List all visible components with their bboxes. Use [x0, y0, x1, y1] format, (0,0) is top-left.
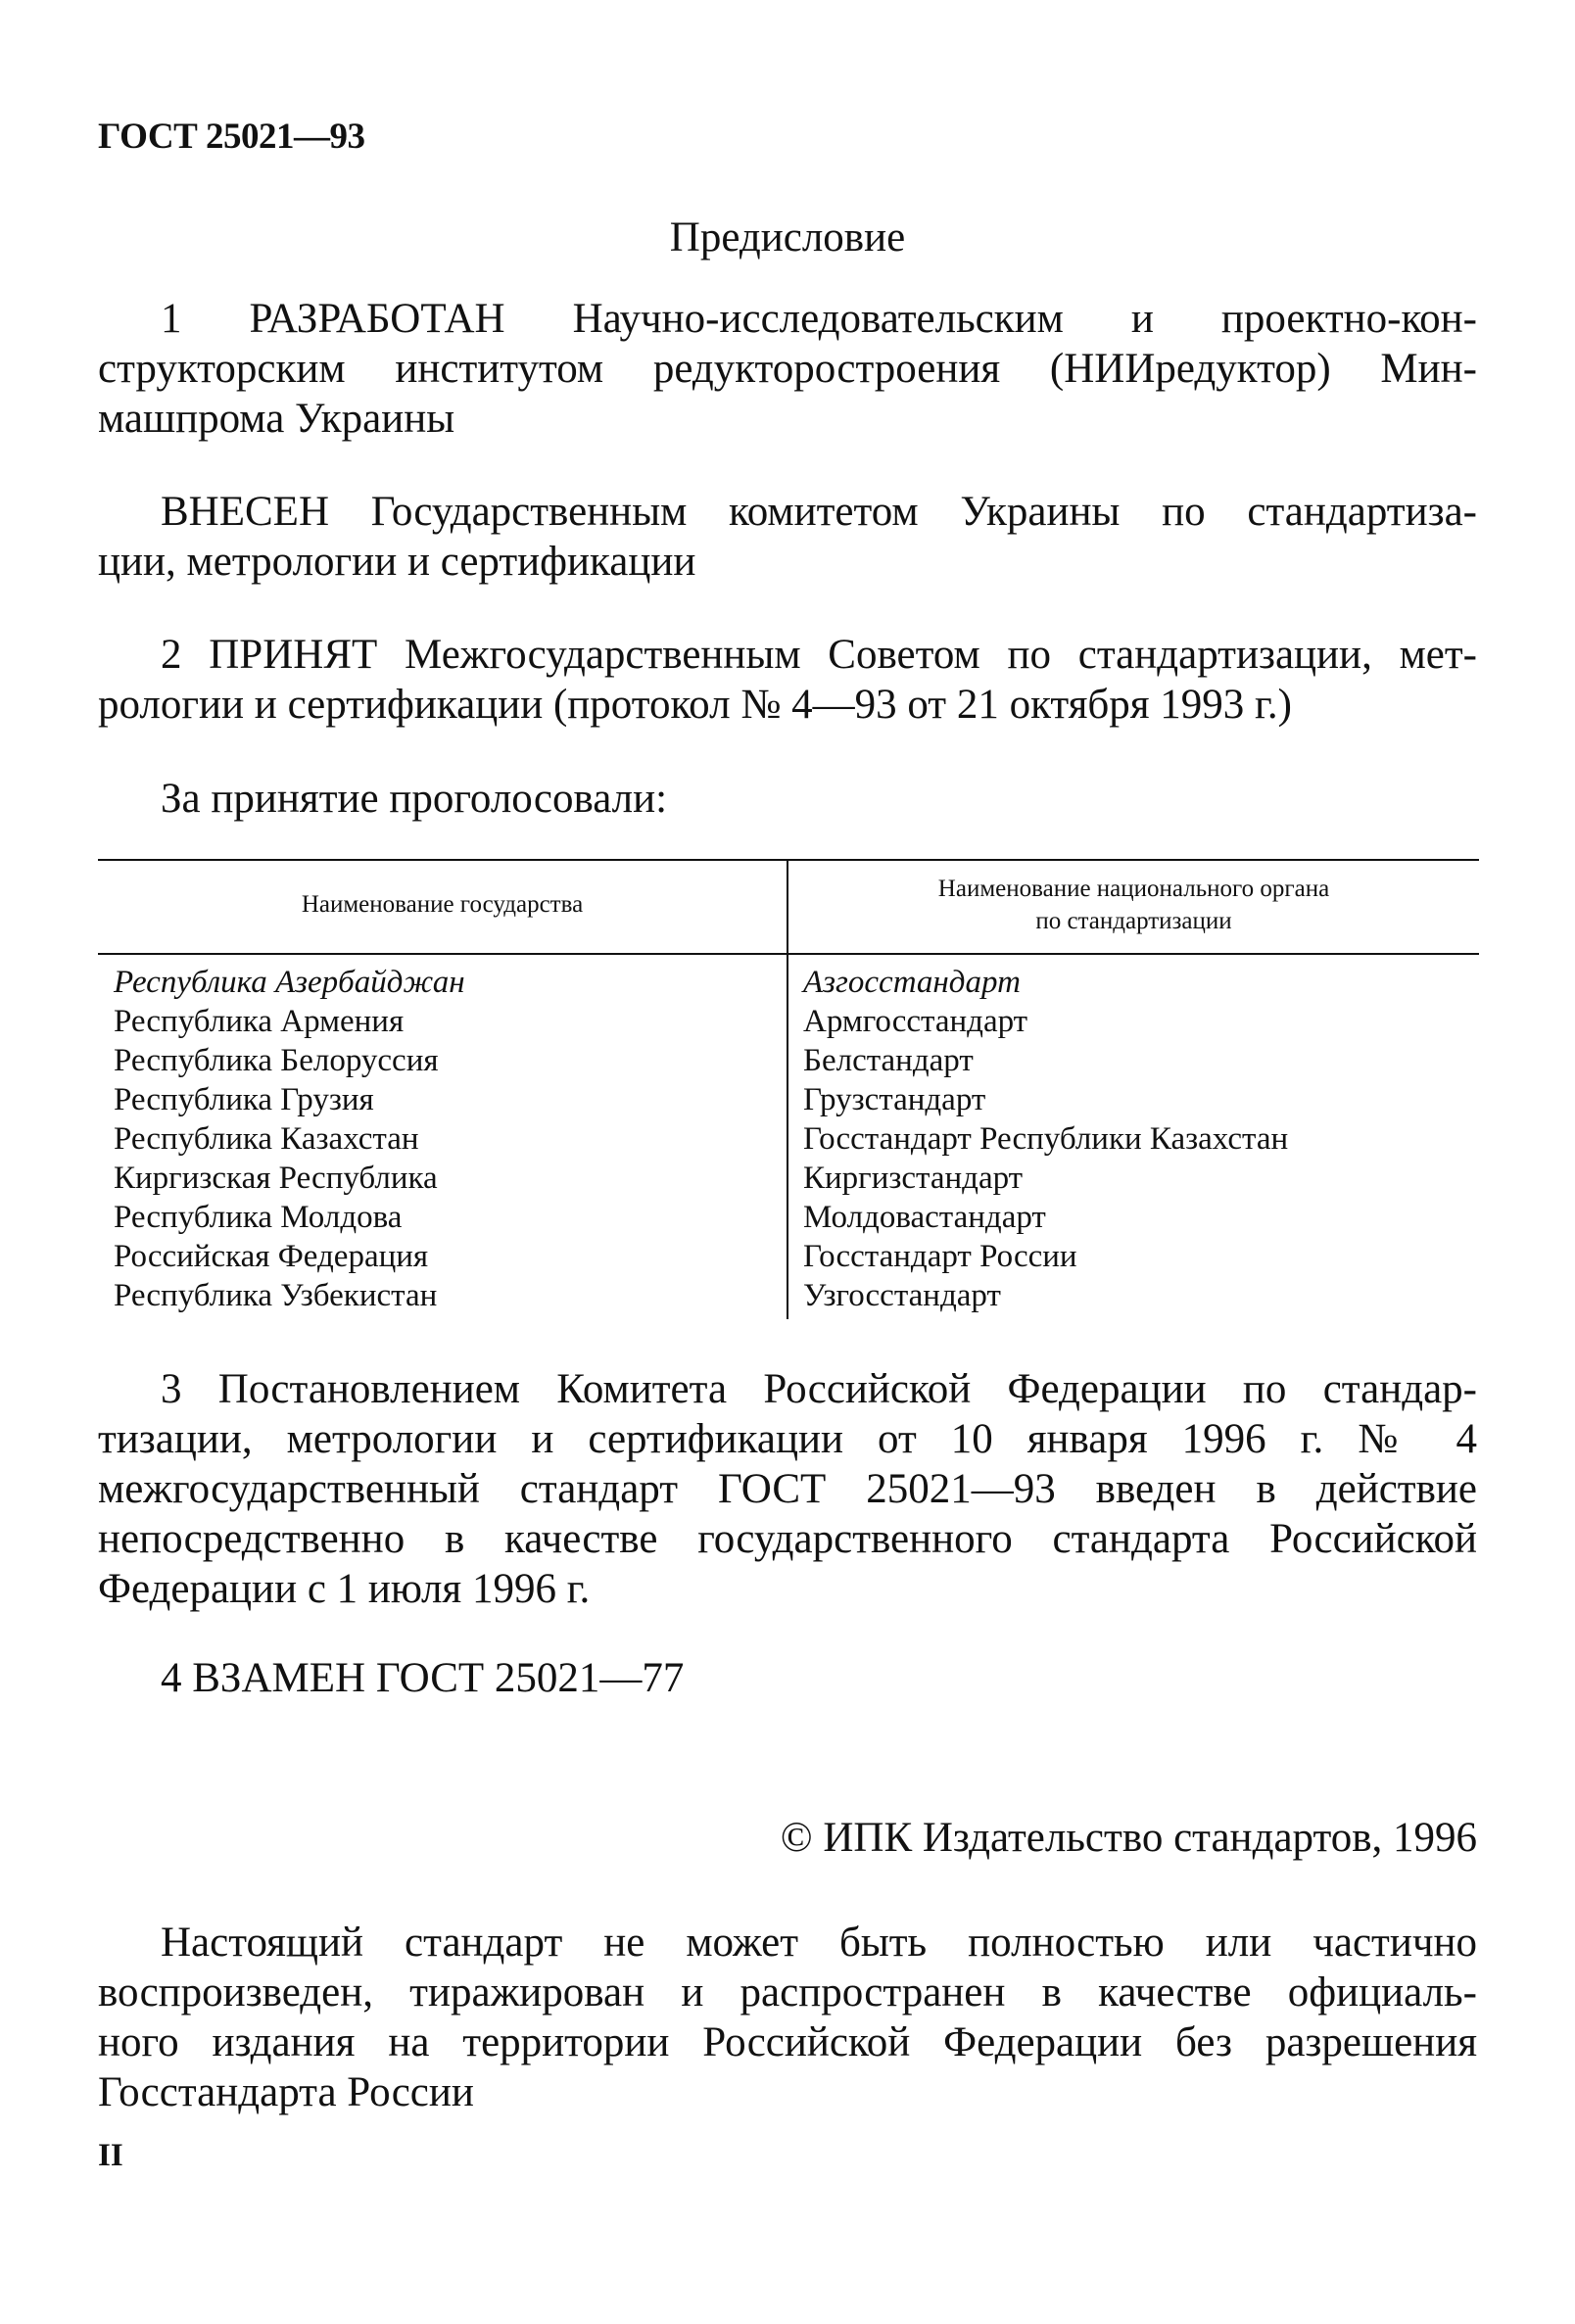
body-cell: Госстандарт Республики Казахстан: [803, 1121, 1289, 1157]
col-header-body: [788, 873, 1479, 937]
body-cell: Киргизстандарт: [803, 1161, 1024, 1196]
body-cell: Белстандарт: [803, 1043, 974, 1078]
section-2-adopted: [98, 630, 1477, 730]
standard-code-header: ГОСТ 25021—93: [98, 117, 365, 157]
text-line: межгосударственный стандарт ГОСТ 25021—93 введен в действие: [98, 1466, 1477, 1512]
body-cell: Молдовастандарт: [803, 1200, 1046, 1235]
text-line: За принятие проголосовали:: [161, 776, 668, 822]
states-column: [114, 963, 465, 1315]
state-cell: Республика Узбекистан: [114, 1278, 438, 1313]
text-line: Настоящий стандарт не может быть полностью или частично: [161, 1920, 1477, 1966]
voted-heading: [98, 774, 1477, 824]
text-line: воспроизведен, тиражирован и распространен в качестве официаль-: [98, 1969, 1477, 2016]
body-cell: Азгосстандарт: [803, 965, 1021, 1000]
copyright-notice: © ИПК Издательство стандартов, 1996: [780, 1815, 1477, 1861]
col-header-body-line: по стандартизации: [1035, 908, 1232, 934]
text-line: ции, метрологии и сертификации: [98, 539, 696, 585]
text-line: ВНЕСЕН Государственным комитетом Украины по стандартиза-: [161, 489, 1477, 535]
section-4-replaces: [98, 1653, 1477, 1703]
text-line: ного издания на территории Российской Федерации без разрешения: [98, 2019, 1477, 2065]
state-cell: Республика Молдова: [114, 1200, 403, 1235]
state-cell: Республика Грузия: [114, 1082, 374, 1117]
text-line: машпрома Украины: [98, 396, 455, 442]
table-top-rule: [98, 859, 1479, 861]
bodies-column: [803, 963, 1288, 1315]
state-cell: Российская Федерация: [114, 1239, 429, 1274]
body-cell: Госстандарт России: [803, 1239, 1077, 1274]
body-cell: Узгосстандарт: [803, 1278, 1001, 1313]
reproduction-notice: [98, 1918, 1477, 2117]
text-line: Госстандарта России: [98, 2069, 474, 2115]
text-line: рологии и сертификации (протокол № 4—93 от 21 октября 1993 г.): [98, 682, 1292, 728]
state-cell: Киргизская Республика: [114, 1161, 438, 1196]
text-line: тизации, метрологии и сертификации от 10 января 1996 г. № 4: [98, 1416, 1477, 1462]
body-cell: Грузстандарт: [803, 1082, 986, 1117]
page-title: Предисловие: [669, 214, 906, 261]
text-line: 1 РАЗРАБОТАН Научно-исследовательским и проектно-кон-: [161, 296, 1477, 342]
table-header-rule: [98, 953, 1479, 955]
state-cell: Республика Азербайджан: [114, 965, 465, 1000]
section-introduced: [98, 487, 1477, 587]
section-1-developed: [98, 294, 1477, 444]
text-line: Федерации с 1 июля 1996 г.: [98, 1566, 591, 1612]
state-cell: Республика Белоруссия: [114, 1043, 439, 1078]
col-header-body-line: Наименование национального органа: [937, 876, 1330, 902]
state-cell: Республика Армения: [114, 1004, 405, 1039]
page-number: II: [98, 2138, 123, 2173]
state-cell: Республика Казахстан: [114, 1121, 419, 1157]
text-line: структорским институтом редукторостроения (НИИредуктор) Мин-: [98, 346, 1477, 392]
body-cell: Армгосстандарт: [803, 1004, 1028, 1039]
section-3-resolution: [98, 1364, 1477, 1614]
text-line: непосредственно в качестве государственного стандарта Российской: [98, 1516, 1477, 1562]
text-line: 4 ВЗАМЕН ГОСТ 25021—77: [161, 1655, 685, 1701]
text-line: 2 ПРИНЯТ Межгосударственным Советом по стандартизации, мет-: [161, 632, 1477, 678]
voting-table: [98, 859, 1479, 1319]
text-line: 3 Постановлением Комитета Российской Федерации по стандар-: [161, 1366, 1477, 1412]
col-header-state: Наименование государства: [301, 891, 584, 918]
